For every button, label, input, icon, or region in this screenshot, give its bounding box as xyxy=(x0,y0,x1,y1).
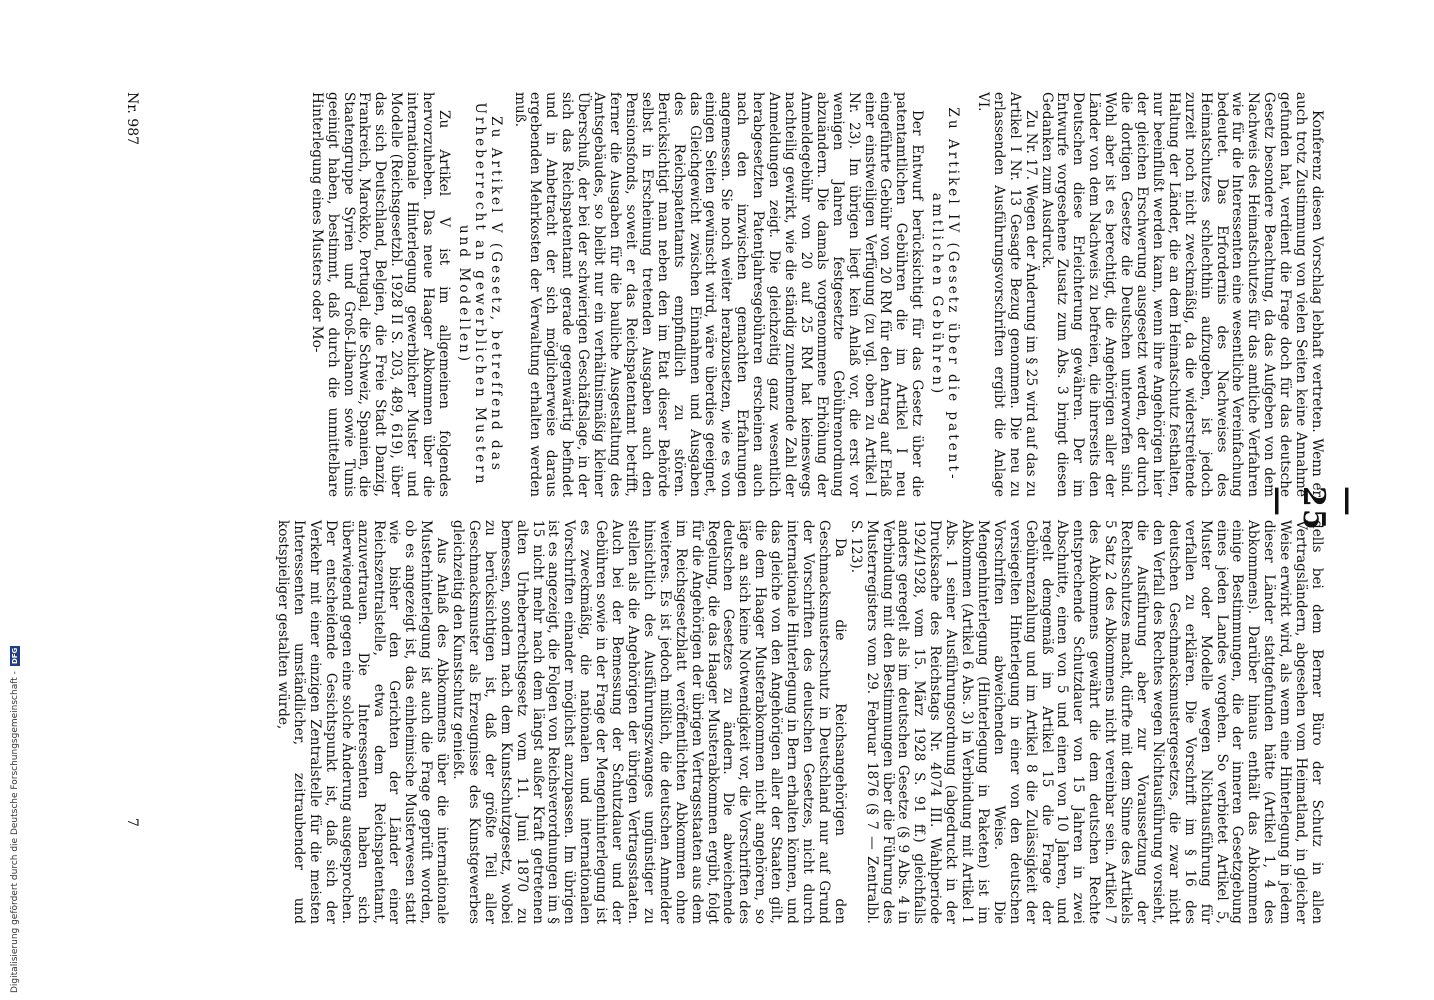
paragraph: Aus Anlaß des Abkommens über die internationale Musterhinterlegung ist auch die Frage geprüft worden, ob es angezeigt ist, das einheimische Musterwesen statt wie bisher den Gerichten der Länder einer Reichszentralstelle, etwa dem Reichspatentamt, anzuvertrauen. Die Interessenten haben sich überwiegend gegen eine solche Änderung ausgesprochen. Der entscheidende Gesichtspunkt ist, daß sich der Verkehr mit einer einzigen Zentralstelle für die meisten Interessenten umständlicher, zeitraubender und kostspieliger gestalten würde, xyxy=(275,520,451,924)
paragraph: Zu Nr. 17. Wegen der Änderung im § 25 wird auf das zu Artikel I Nr. 13 Gesagte Bezug genommen. Die neu zu erlassenden Ausführungsvorschriften ergibt die Anlage VI. xyxy=(974,92,1039,497)
paragraph: Der Entwurf berücksichtigt für das Gesetz über die patentamtlichen Gebühren die im Artikel I neu eingeführte Gebühr von 20 RM für den Antrag auf Erlaß einer einstweiligen Verfügung (zu vgl. oben zu Artikel I Nr. 23). Im übrigen liegt kein Anlaß vor, die erst vor wenigen Jahren festgesetzte Gebührenordnung abzuändern. Die damals vorgenommene Erhöhung der Anmeldegebühr von 20 auf 25 RM hat keineswegs nachteilig gewirkt, wie die ständig zunehmende Zahl der Anmeldungen zeigt. Die gleichzeitig ganz wesentlich herabgesetzten Patentjahresgebühren erscheinen auch nach den inzwischen gemachten Erfahrungen angemessen. Sie noch weiter herabzusetzen, wie es von einigen Seiten gewünscht wird, wäre überdies geeignet, das Gleichgewicht zwischen Einnahmen und Ausgaben des Reichspatentamts empfindlich zu stören. Berücksichtigt man neben den im Etat dieser Behörde selbst in Erscheinung tretenden Ausgaben auch den Pensionsfonds, soweit er das Reichspatentamt betrifft, ferner die Ausgaben für die bauliche Ausgestaltung des Amtsgebäudes, so bleibt nur ein verhältnismäßig kleiner Überschuß, der bei der schwierigen Geschäftslage, in der sich das Reichspatentamt gerade gegenwärtig befindet und in Anbetracht der sich möglicherweise daraus ergebenden Mehrkosten der Verwaltung erhalten werden muß. xyxy=(511,92,926,497)
section-heading: amtlichen Gebühren) xyxy=(929,192,946,397)
left-col-paragraphs xyxy=(974,92,1324,497)
document-number: Nr. 987 xyxy=(124,92,140,146)
digitization-sidebar xyxy=(2,646,21,993)
page-number: — 25 — xyxy=(1261,486,1366,532)
section-heading: und Modellen) xyxy=(455,224,472,365)
section-heading: Urheberrecht an gewerblichen Mustern xyxy=(471,102,488,487)
paragraph: dells bei dem Berner Büro der Schutz in allen Vertragsländern, abgesehen vom Heimatland, in gleicher Weise erwirkt wird, als wenn eine Hinterlegung in jedem dieser Länder stattgefunden hätte (Artikel 1, 4 des Abkommens). Darüber hinaus enthält das Abkommen einige Bestimmungen, die der inneren Gesetzgebung eines jeden Landes vorgehen. So verbietet Artikel 5, Muster oder Modelle wegen Nichtausführung für verfallen zu erklären. Die Vorschrift im § 16 des deutschen Geschmacksmustergesetzes, die zwar nicht den Verfall des Rechtes wegen Nichtausführung vorsieht, die Ausführung aber zur Voraussetzung der Rechtsschutzes macht, dürfte mit dem Sinne des Artikels 5 Satz 2 des Abkommens nicht vereinbar sein. Artikel 7 des Abkommens gewährt die dem deutschen Rechte entsprechende Schutzdauer von 15 Jahren in zwei Abschnitte, einen von 5 und einen von 10 Jahren, und regelt demgemäß im Artikel 15 die Frage der Gebührenzahlung und im Artikel 8 die Zulässigkeit der versiegelten Hinterlegung in einer von den deutschen Vorschriften abweichenden Weise. Die Mengenhinterlegung (Hinterlegung in Paketen) ist im Abkommen (Artikel 6 Abs. 3) in Verbindung mit Artikel 1 Abs. 1 seiner Ausführungsordnung (abgedruckt in der Drucksache des Reichstags Nr. 4074 III. Wahlperiode 1924/1928, vom 15. März 1928 S. 91 ff.) gleichfalls anders geregelt als im deutschen Gesetze (§ 9 Abs. 4 in Verbindung mit den Bestimmungen über die Führung des Musterregisters vom 29. Februar 1876 (§ 7 — Zentralbl. S. 123). xyxy=(847,520,1325,924)
footer-mark: 7 xyxy=(124,818,140,827)
section-heading: Zu Artikel V (Gesetz, betreffend das xyxy=(487,116,504,473)
footer-left xyxy=(124,92,140,145)
digitization-notice: Digitalisierung gefördert durch die Deutsche Forschungsgemeinschaft - xyxy=(10,671,20,993)
left-column xyxy=(308,92,1324,497)
right-column xyxy=(274,520,1324,924)
paragraph: Zu Artikel V ist im allgemeinen folgendes hervorzuheben. Das neue Haager Abkommen über die internationale Hinterlegung gewerblicher Muster und Modelle (Reichsgesetzbl. 1928 II S. 203, 489, 619), über das sich Deutschland, Belgien, die Freie Stadt Danzig, Frankreich, Marokko, Portugal, die Schweiz, Spanien, die Staatengruppe Syrien und Groß-Libanon sowie Tunis geeinigt haben, bestimmt, daß durch die unmittelbare Hinterlegung eines Musters oder Mo- xyxy=(308,92,452,497)
paragraph: Konferenz diesen Vorschlag lebhaft vertreten. Wenn er auch trotz Zustimmung von vielen Seiten keine Annahme gefunden hat, verdient die Frage doch für das deutsche Gesetz besondere Beachtung, da das Aufgeben von dem Nachweis des Heimatschutzes für das amtliche Verfahren wie für die Interessenten eine wesentliche Vereinfachung bedeutet. Das Erfordernis des Nachweises des Heimatschutzes schlechthin aufzugeben, ist jedoch zurzeit noch nicht zweckmäßig, da die widerstreitende Haltung der Länder, die an dem Heimatschutz festhalten, nur beeinflußt werden kann, wenn ihre Angehörigen hier der gleichen Erschwerung ausgesetzt werden, der durch die dortigen Gesetze die Deutschen unterworfen sind. Wohl aber ist es berechtigt, die Angehörigen aller der Länder von dem Nachweis zu befreien, die ihrerseits den Deutschen diese Erleichterung gewähren. Der im Entwurfe vorgesehene Zusatz zum Abs. 3 bringt diesen Gedanken zum Ausdruck. xyxy=(1038,92,1325,497)
paragraph: Da die Reichsangehörigen den Geschmacksmusterschutz in Deutschland nur auf Grund der Vorschriften des deutschen Gesetzes, nicht durch internationale Hinterlegung in Bern erhalten können, und das gleiche von den Angehörigen aller der Staaten gilt, die dem Haager Musterabkommen nicht angehören, so läge an sich keine Notwendigkeit vor, die Vorschriften des deutschen Gesetzes zu ändern. Die abweichende Regelung, die das Haager Musterabkommen ergibt, folgt für die Angehörigen der übrigen Vertragsstaaten aus dem im Reichsgesetzblatt veröffentlichten Abkommen ohne weiteres. Es ist jedoch mißlich, die deutschen Anmelder hinsichtlich des Ausführungszwanges ungünstiger zu stellen als die Angehörigen der übrigen Vertragsstaaten. Auch bei der Bemessung der Schutzdauer und der Gebühren sowie in der Frage der Mengenhinterlegung ist es zweckmäßig, die nationalen und internationalen Vorschriften einander möglichst anzupassen. Im übrigen ist es angezeigt, die Folgen von Reichsverordnungen im § 15 nicht mehr nach dem längst außer Kraft getretenen alten Urheberrechtsgesetz vom 11. Juni 1870 zu bemessen, sondern nach dem Kunstschutzgesetz, wobei zu berücksichtigen ist, daß der größte Teil aller Geschmacksmuster als Erzeugnisse des Kunstgewerbes gleichzeitig den Kunstschutz genießt. xyxy=(450,520,848,924)
footer-right xyxy=(124,818,140,827)
dfg-logo: DFG xyxy=(11,647,19,665)
section-heading: Zu Artikel IV (Gesetz über die patent- xyxy=(945,107,962,482)
